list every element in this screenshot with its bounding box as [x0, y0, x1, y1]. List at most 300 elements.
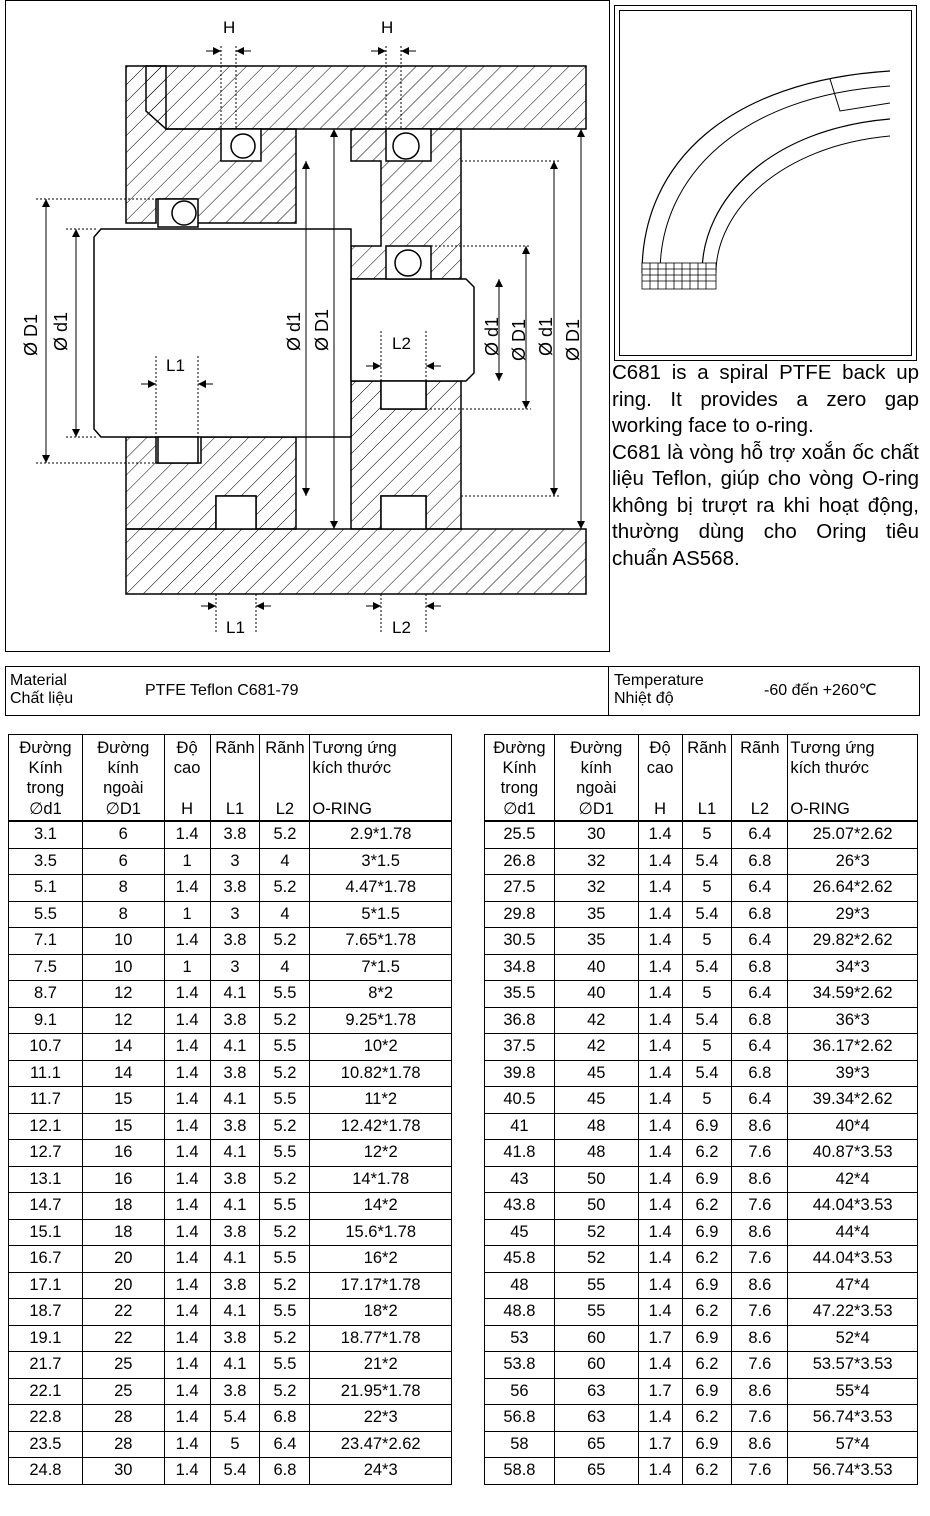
- table-row: [9, 901, 452, 928]
- table-cell: 1.4: [164, 1113, 210, 1140]
- table-cell: 5.5: [260, 1140, 310, 1167]
- table-cell: 6.4: [732, 928, 788, 955]
- header-text: Rãnh: [265, 739, 305, 757]
- header-symbol: H: [638, 798, 682, 821]
- table-cell: 6.4: [732, 875, 788, 902]
- table-cell: 65: [554, 1458, 638, 1485]
- header-text: Tương ứng: [790, 739, 875, 757]
- table-cell: 5.5: [260, 1246, 310, 1273]
- header-cell: [485, 735, 555, 799]
- table-cell: 18.7: [9, 1299, 83, 1326]
- header-cell: [260, 735, 310, 799]
- product-image: [619, 10, 912, 356]
- table-row: [9, 1299, 452, 1326]
- table-row: [9, 1060, 452, 1087]
- header-text: ngoài: [576, 779, 617, 797]
- table-cell: 29*3: [788, 901, 918, 928]
- table-cell: 7.6: [732, 1299, 788, 1326]
- table-cell: 5.5: [260, 1299, 310, 1326]
- table-cell: 6.9: [682, 1431, 732, 1458]
- table-cell: 14*1.78: [310, 1166, 452, 1193]
- table-cell: 26*3: [788, 848, 918, 875]
- product-image-frame: [614, 5, 917, 361]
- table-cell: 60: [554, 1352, 638, 1379]
- header-text: cao: [173, 759, 201, 777]
- table-cell: 3: [210, 848, 260, 875]
- table-cell: 16*2: [310, 1246, 452, 1273]
- table-cell: 44.04*3.53: [788, 1193, 918, 1220]
- table-cell: 58: [485, 1431, 555, 1458]
- material-label-vi: Chất liệu: [10, 690, 74, 707]
- table-row: [485, 1007, 918, 1034]
- table-cell: 8.6: [732, 1219, 788, 1246]
- table-cell: 1.4: [164, 1087, 210, 1114]
- table-cell: 19.1: [9, 1325, 83, 1352]
- table-cell: 47*4: [788, 1272, 918, 1299]
- table-cell: 55: [554, 1272, 638, 1299]
- table-cell: 6.8: [732, 848, 788, 875]
- table-row: [9, 1405, 452, 1432]
- table-cell: 35: [554, 928, 638, 955]
- table-cell: 16: [82, 1166, 164, 1193]
- table-cell: 56.8: [485, 1405, 555, 1432]
- header-cell: [82, 735, 164, 799]
- table-cell: 8: [82, 875, 164, 902]
- table-cell: 1.4: [638, 1405, 682, 1432]
- table-cell: 1: [164, 901, 210, 928]
- header-text: Rãnh: [215, 739, 255, 757]
- table-cell: 50: [554, 1193, 638, 1220]
- cross-section-diagram: [6, 1, 611, 653]
- divider: [608, 667, 609, 715]
- table-body-right: [485, 821, 918, 1484]
- h-label: H: [223, 18, 236, 37]
- table-row: [9, 1272, 452, 1299]
- table-cell: 13.1: [9, 1166, 83, 1193]
- dim-label: Ø D1: [509, 318, 529, 361]
- table-cell: 1.4: [164, 1034, 210, 1061]
- table-cell: 30: [554, 821, 638, 848]
- table-row: [485, 821, 918, 848]
- table-cell: 1.4: [638, 821, 682, 848]
- table-cell: 4.1: [210, 981, 260, 1008]
- header-text: Đường: [493, 739, 546, 757]
- table-cell: 7.6: [732, 1140, 788, 1167]
- table-cell: 56.74*3.53: [788, 1405, 918, 1432]
- table-cell: 18*2: [310, 1299, 452, 1326]
- table-cell: 1.4: [638, 1140, 682, 1167]
- table-cell: 18.77*1.78: [310, 1325, 452, 1352]
- table-cell: 55*4: [788, 1378, 918, 1405]
- table-cell: 44*4: [788, 1219, 918, 1246]
- table-cell: 5.2: [260, 875, 310, 902]
- table-cell: 1.4: [638, 1166, 682, 1193]
- table-cell: 14: [82, 1034, 164, 1061]
- table-cell: 1.4: [638, 1193, 682, 1220]
- table-cell: 6: [82, 848, 164, 875]
- table-cell: 12.7: [9, 1140, 83, 1167]
- table-cell: 7.65*1.78: [310, 928, 452, 955]
- table-row: [485, 954, 918, 981]
- table-cell: 35: [554, 901, 638, 928]
- table-cell: 5.5: [260, 981, 310, 1008]
- table-cell: 6.4: [260, 1431, 310, 1458]
- table-row: [9, 875, 452, 902]
- table-cell: 3.8: [210, 1166, 260, 1193]
- table-row: [485, 1299, 918, 1326]
- header-text: Rãnh: [740, 739, 780, 757]
- table-cell: 41.8: [485, 1140, 555, 1167]
- header-text: Tương ứng: [312, 739, 397, 757]
- table-cell: 8.6: [732, 1166, 788, 1193]
- table-cell: 1.4: [164, 1007, 210, 1034]
- table-cell: 5.5: [260, 1034, 310, 1061]
- table-cell: 55: [554, 1299, 638, 1326]
- table-cell: 7.6: [732, 1352, 788, 1379]
- table-cell: 22.1: [9, 1378, 83, 1405]
- table-cell: 48: [485, 1272, 555, 1299]
- table-cell: 1.4: [638, 1034, 682, 1061]
- table-cell: 40*4: [788, 1113, 918, 1140]
- table-cell: 40.5: [485, 1087, 555, 1114]
- table-cell: 6.9: [682, 1272, 732, 1299]
- table-cell: 6: [82, 821, 164, 848]
- table-cell: 16: [82, 1140, 164, 1167]
- table-cell: 6.2: [682, 1405, 732, 1432]
- header-cell: [210, 735, 260, 799]
- table-cell: 5.5: [260, 1087, 310, 1114]
- table-row: [485, 1219, 918, 1246]
- table-cell: 4.1: [210, 1246, 260, 1273]
- table-cell: 1.4: [164, 1219, 210, 1246]
- table-cell: 60: [554, 1325, 638, 1352]
- table-cell: 48: [554, 1113, 638, 1140]
- description-en: C681 is a spiral PTFE back up ring. It provides a zero gap working face to o-ring.: [612, 361, 919, 437]
- table-cell: 45.8: [485, 1246, 555, 1273]
- header-symbol: O-RING: [310, 798, 452, 821]
- table-cell: 4.1: [210, 1034, 260, 1061]
- table-cell: 1.4: [638, 1458, 682, 1485]
- table-cell: 32: [554, 875, 638, 902]
- table-cell: 63: [554, 1405, 638, 1432]
- table-cell: 6.4: [732, 821, 788, 848]
- table-cell: 10: [82, 954, 164, 981]
- table-cell: 6.8: [732, 954, 788, 981]
- table-cell: 43: [485, 1166, 555, 1193]
- header-symbol: O-RING: [788, 798, 918, 821]
- o-ring: [231, 134, 255, 158]
- technical-drawing: [5, 0, 610, 652]
- table-cell: 5.4: [210, 1458, 260, 1485]
- table-cell: 4.47*1.78: [310, 875, 452, 902]
- table-cell: 1.4: [638, 981, 682, 1008]
- table-cell: 12: [82, 1007, 164, 1034]
- dim-label: Ø d1: [536, 316, 556, 356]
- header-text: Độ: [649, 739, 671, 757]
- table-cell: 6.2: [682, 1140, 732, 1167]
- table-cell: 34.8: [485, 954, 555, 981]
- table-cell: 20: [82, 1246, 164, 1273]
- table-cell: 15: [82, 1087, 164, 1114]
- table-cell: 4: [260, 848, 310, 875]
- table-cell: 15: [82, 1113, 164, 1140]
- header-symbol: L1: [682, 798, 732, 821]
- table-cell: 45: [554, 1087, 638, 1114]
- description-vi: C681 là vòng hỗ trợ xoắn ốc chất liệu Teflon, giúp cho vòng O-ring không bị trượt ra khi hoạt động, thường dùng cho Oring tiêu chuẩn AS568.: [612, 440, 919, 570]
- l2-label: L2: [392, 334, 411, 353]
- table-row: [485, 901, 918, 928]
- table-cell: 3.8: [210, 1060, 260, 1087]
- table-cell: 7.5: [9, 954, 83, 981]
- table-cell: 5: [682, 1034, 732, 1061]
- table-cell: 1.4: [164, 1140, 210, 1167]
- table-cell: 26.8: [485, 848, 555, 875]
- table-cell: 5.2: [260, 1113, 310, 1140]
- table-cell: 1.4: [164, 821, 210, 848]
- header-text: Kính: [502, 759, 537, 777]
- table-cell: 3.8: [210, 1113, 260, 1140]
- table-cell: 5.5: [260, 1193, 310, 1220]
- table-cell: 6.2: [682, 1458, 732, 1485]
- table-cell: 1.4: [164, 928, 210, 955]
- temperature-label: [614, 672, 704, 708]
- table-cell: 56.74*3.53: [788, 1458, 918, 1485]
- table-cell: 41: [485, 1113, 555, 1140]
- table-cell: 5: [682, 875, 732, 902]
- table-cell: 27.5: [485, 875, 555, 902]
- table-cell: 1.7: [638, 1431, 682, 1458]
- table-cell: 24.8: [9, 1458, 83, 1485]
- table-cell: 6.2: [682, 1246, 732, 1273]
- table-cell: 6.9: [682, 1219, 732, 1246]
- table-row: [485, 1325, 918, 1352]
- table-cell: 8.6: [732, 1272, 788, 1299]
- header-symbol: ∅D1: [82, 798, 164, 821]
- table-cell: 7.6: [732, 1193, 788, 1220]
- table-cell: 37.5: [485, 1034, 555, 1061]
- table-cell: 6.8: [260, 1458, 310, 1485]
- table-cell: 42: [554, 1034, 638, 1061]
- header-text: Rãnh: [687, 739, 727, 757]
- table-row: [485, 1140, 918, 1167]
- table-cell: 22.8: [9, 1405, 83, 1432]
- spec-table-right: [484, 734, 918, 1485]
- temperature-label-en: Temperature: [614, 672, 704, 689]
- table-cell: 39.34*2.62: [788, 1087, 918, 1114]
- table-header: [485, 735, 918, 822]
- table-cell: 36.8: [485, 1007, 555, 1034]
- table-cell: 3.8: [210, 1325, 260, 1352]
- table-cell: 11.1: [9, 1060, 83, 1087]
- table-cell: 21.95*1.78: [310, 1378, 452, 1405]
- table-cell: 1.4: [638, 928, 682, 955]
- table-cell: 34*3: [788, 954, 918, 981]
- header-cell: [164, 735, 210, 799]
- table-cell: 10.7: [9, 1034, 83, 1061]
- table-row: [9, 1140, 452, 1167]
- table-cell: 25.5: [485, 821, 555, 848]
- table-cell: 5.5: [260, 1352, 310, 1379]
- header-text: ngoài: [103, 779, 144, 797]
- header-text: trong: [500, 779, 539, 797]
- table-cell: 35.5: [485, 981, 555, 1008]
- table-cell: 14.7: [9, 1193, 83, 1220]
- dim-label: Ø d1: [482, 316, 502, 356]
- table-cell: 5: [682, 981, 732, 1008]
- header-cell: [638, 735, 682, 799]
- header-cell: [554, 735, 638, 799]
- table-cell: 44.04*3.53: [788, 1246, 918, 1273]
- table-cell: 1.4: [164, 981, 210, 1008]
- table-cell: 5: [682, 1087, 732, 1114]
- header-cell: [682, 735, 732, 799]
- table-cell: 22: [82, 1325, 164, 1352]
- table-cell: 1: [164, 954, 210, 981]
- table-cell: 3.8: [210, 1378, 260, 1405]
- table-cell: 3.8: [210, 875, 260, 902]
- table-cell: 1.4: [638, 1299, 682, 1326]
- table-row: [9, 1378, 452, 1405]
- table-cell: 53.8: [485, 1352, 555, 1379]
- table-cell: 45: [554, 1060, 638, 1087]
- table-cell: 5: [682, 928, 732, 955]
- table-cell: 5.4: [682, 901, 732, 928]
- table-cell: 18: [82, 1193, 164, 1220]
- spec-table-left: [8, 734, 452, 1485]
- table-row: [485, 1458, 918, 1485]
- table-cell: 8.7: [9, 981, 83, 1008]
- table-cell: 16.7: [9, 1246, 83, 1273]
- table-row: [485, 1405, 918, 1432]
- dim-label: Ø D1: [563, 318, 583, 361]
- table-row: [9, 928, 452, 955]
- table-cell: 42: [554, 1007, 638, 1034]
- table-cell: 1.4: [638, 848, 682, 875]
- material-value: PTFE Teflon C681-79: [145, 682, 299, 699]
- material-label: [10, 672, 73, 708]
- table-row: [9, 1325, 452, 1352]
- table-row: [9, 1219, 452, 1246]
- table-cell: 30: [82, 1458, 164, 1485]
- table-cell: 18: [82, 1219, 164, 1246]
- table-cell: 3*1.5: [310, 848, 452, 875]
- table-cell: 12*2: [310, 1140, 452, 1167]
- table-row: [485, 1193, 918, 1220]
- table-cell: 1.4: [164, 1299, 210, 1326]
- table-cell: 1.4: [164, 1193, 210, 1220]
- header-text: kích thước: [790, 759, 870, 777]
- spiral-ring-icon: [620, 11, 913, 357]
- table-cell: 1.4: [638, 1219, 682, 1246]
- header-cell: [310, 735, 452, 799]
- table-row: [485, 1378, 918, 1405]
- table-cell: 63: [554, 1378, 638, 1405]
- table-cell: 4.1: [210, 1193, 260, 1220]
- table-cell: 53: [485, 1325, 555, 1352]
- table-row: [485, 1087, 918, 1114]
- table-row: [485, 928, 918, 955]
- table-row: [485, 848, 918, 875]
- table-cell: 40: [554, 954, 638, 981]
- table-cell: 1.4: [638, 1246, 682, 1273]
- header-text: kính: [107, 759, 139, 777]
- table-cell: 1.4: [164, 1378, 210, 1405]
- table-cell: 25: [82, 1378, 164, 1405]
- table-cell: 6.4: [732, 1087, 788, 1114]
- table-cell: 5.2: [260, 1060, 310, 1087]
- table-cell: 40: [554, 981, 638, 1008]
- table-cell: 4.1: [210, 1087, 260, 1114]
- table-cell: 5.4: [682, 1007, 732, 1034]
- table-cell: 1.4: [164, 1060, 210, 1087]
- table-cell: 1.4: [164, 1405, 210, 1432]
- table-cell: 29.82*2.62: [788, 928, 918, 955]
- table-cell: 2.9*1.78: [310, 821, 452, 848]
- table-cell: 6.4: [732, 1034, 788, 1061]
- table-cell: 14: [82, 1060, 164, 1087]
- table-cell: 3.1: [9, 821, 83, 848]
- table-cell: 5.1: [9, 875, 83, 902]
- left-gland-bottom: [126, 437, 296, 529]
- table-cell: 22*3: [310, 1405, 452, 1432]
- table-cell: 48.8: [485, 1299, 555, 1326]
- material-label-en: Material: [10, 672, 67, 689]
- l1-label: L1: [166, 356, 185, 375]
- table-cell: 48: [554, 1140, 638, 1167]
- table-cell: 1.4: [164, 1458, 210, 1485]
- table-cell: 6.4: [732, 981, 788, 1008]
- table-cell: 3.8: [210, 928, 260, 955]
- table-cell: 1.4: [164, 1272, 210, 1299]
- table-cell: 47.22*3.53: [788, 1299, 918, 1326]
- table-cell: 5.2: [260, 821, 310, 848]
- table-cell: 6.9: [682, 1166, 732, 1193]
- table-cell: 1.4: [638, 1352, 682, 1379]
- table-cell: 56: [485, 1378, 555, 1405]
- header-text: kính: [580, 759, 612, 777]
- table-cell: 8.6: [732, 1325, 788, 1352]
- table-cell: 14*2: [310, 1193, 452, 1220]
- table-cell: 43.8: [485, 1193, 555, 1220]
- table-cell: 40.87*3.53: [788, 1140, 918, 1167]
- table-row: [485, 1246, 918, 1273]
- table-cell: 21*2: [310, 1352, 452, 1379]
- header-symbol: H: [164, 798, 210, 821]
- table-cell: 1.4: [638, 954, 682, 981]
- table-cell: 30.5: [485, 928, 555, 955]
- table-cell: 36*3: [788, 1007, 918, 1034]
- table-row: [9, 1431, 452, 1458]
- table-cell: 9.25*1.78: [310, 1007, 452, 1034]
- table-cell: 8: [82, 901, 164, 928]
- table-cell: 12.42*1.78: [310, 1113, 452, 1140]
- table-cell: 12: [82, 981, 164, 1008]
- table-cell: 6.9: [682, 1325, 732, 1352]
- table-cell: 7.6: [732, 1246, 788, 1273]
- table-cell: 5.4: [682, 848, 732, 875]
- material-bar: [5, 666, 920, 716]
- table-cell: 11*2: [310, 1087, 452, 1114]
- h-label: H: [381, 18, 394, 37]
- header-symbol: ∅d1: [485, 798, 555, 821]
- l2-label: L2: [392, 618, 411, 637]
- header-symbol: L2: [732, 798, 788, 821]
- table-cell: 6.2: [682, 1299, 732, 1326]
- table-row: [9, 1246, 452, 1273]
- table-row: [9, 1458, 452, 1485]
- table-cell: 39*3: [788, 1060, 918, 1087]
- table-row: [9, 1193, 452, 1220]
